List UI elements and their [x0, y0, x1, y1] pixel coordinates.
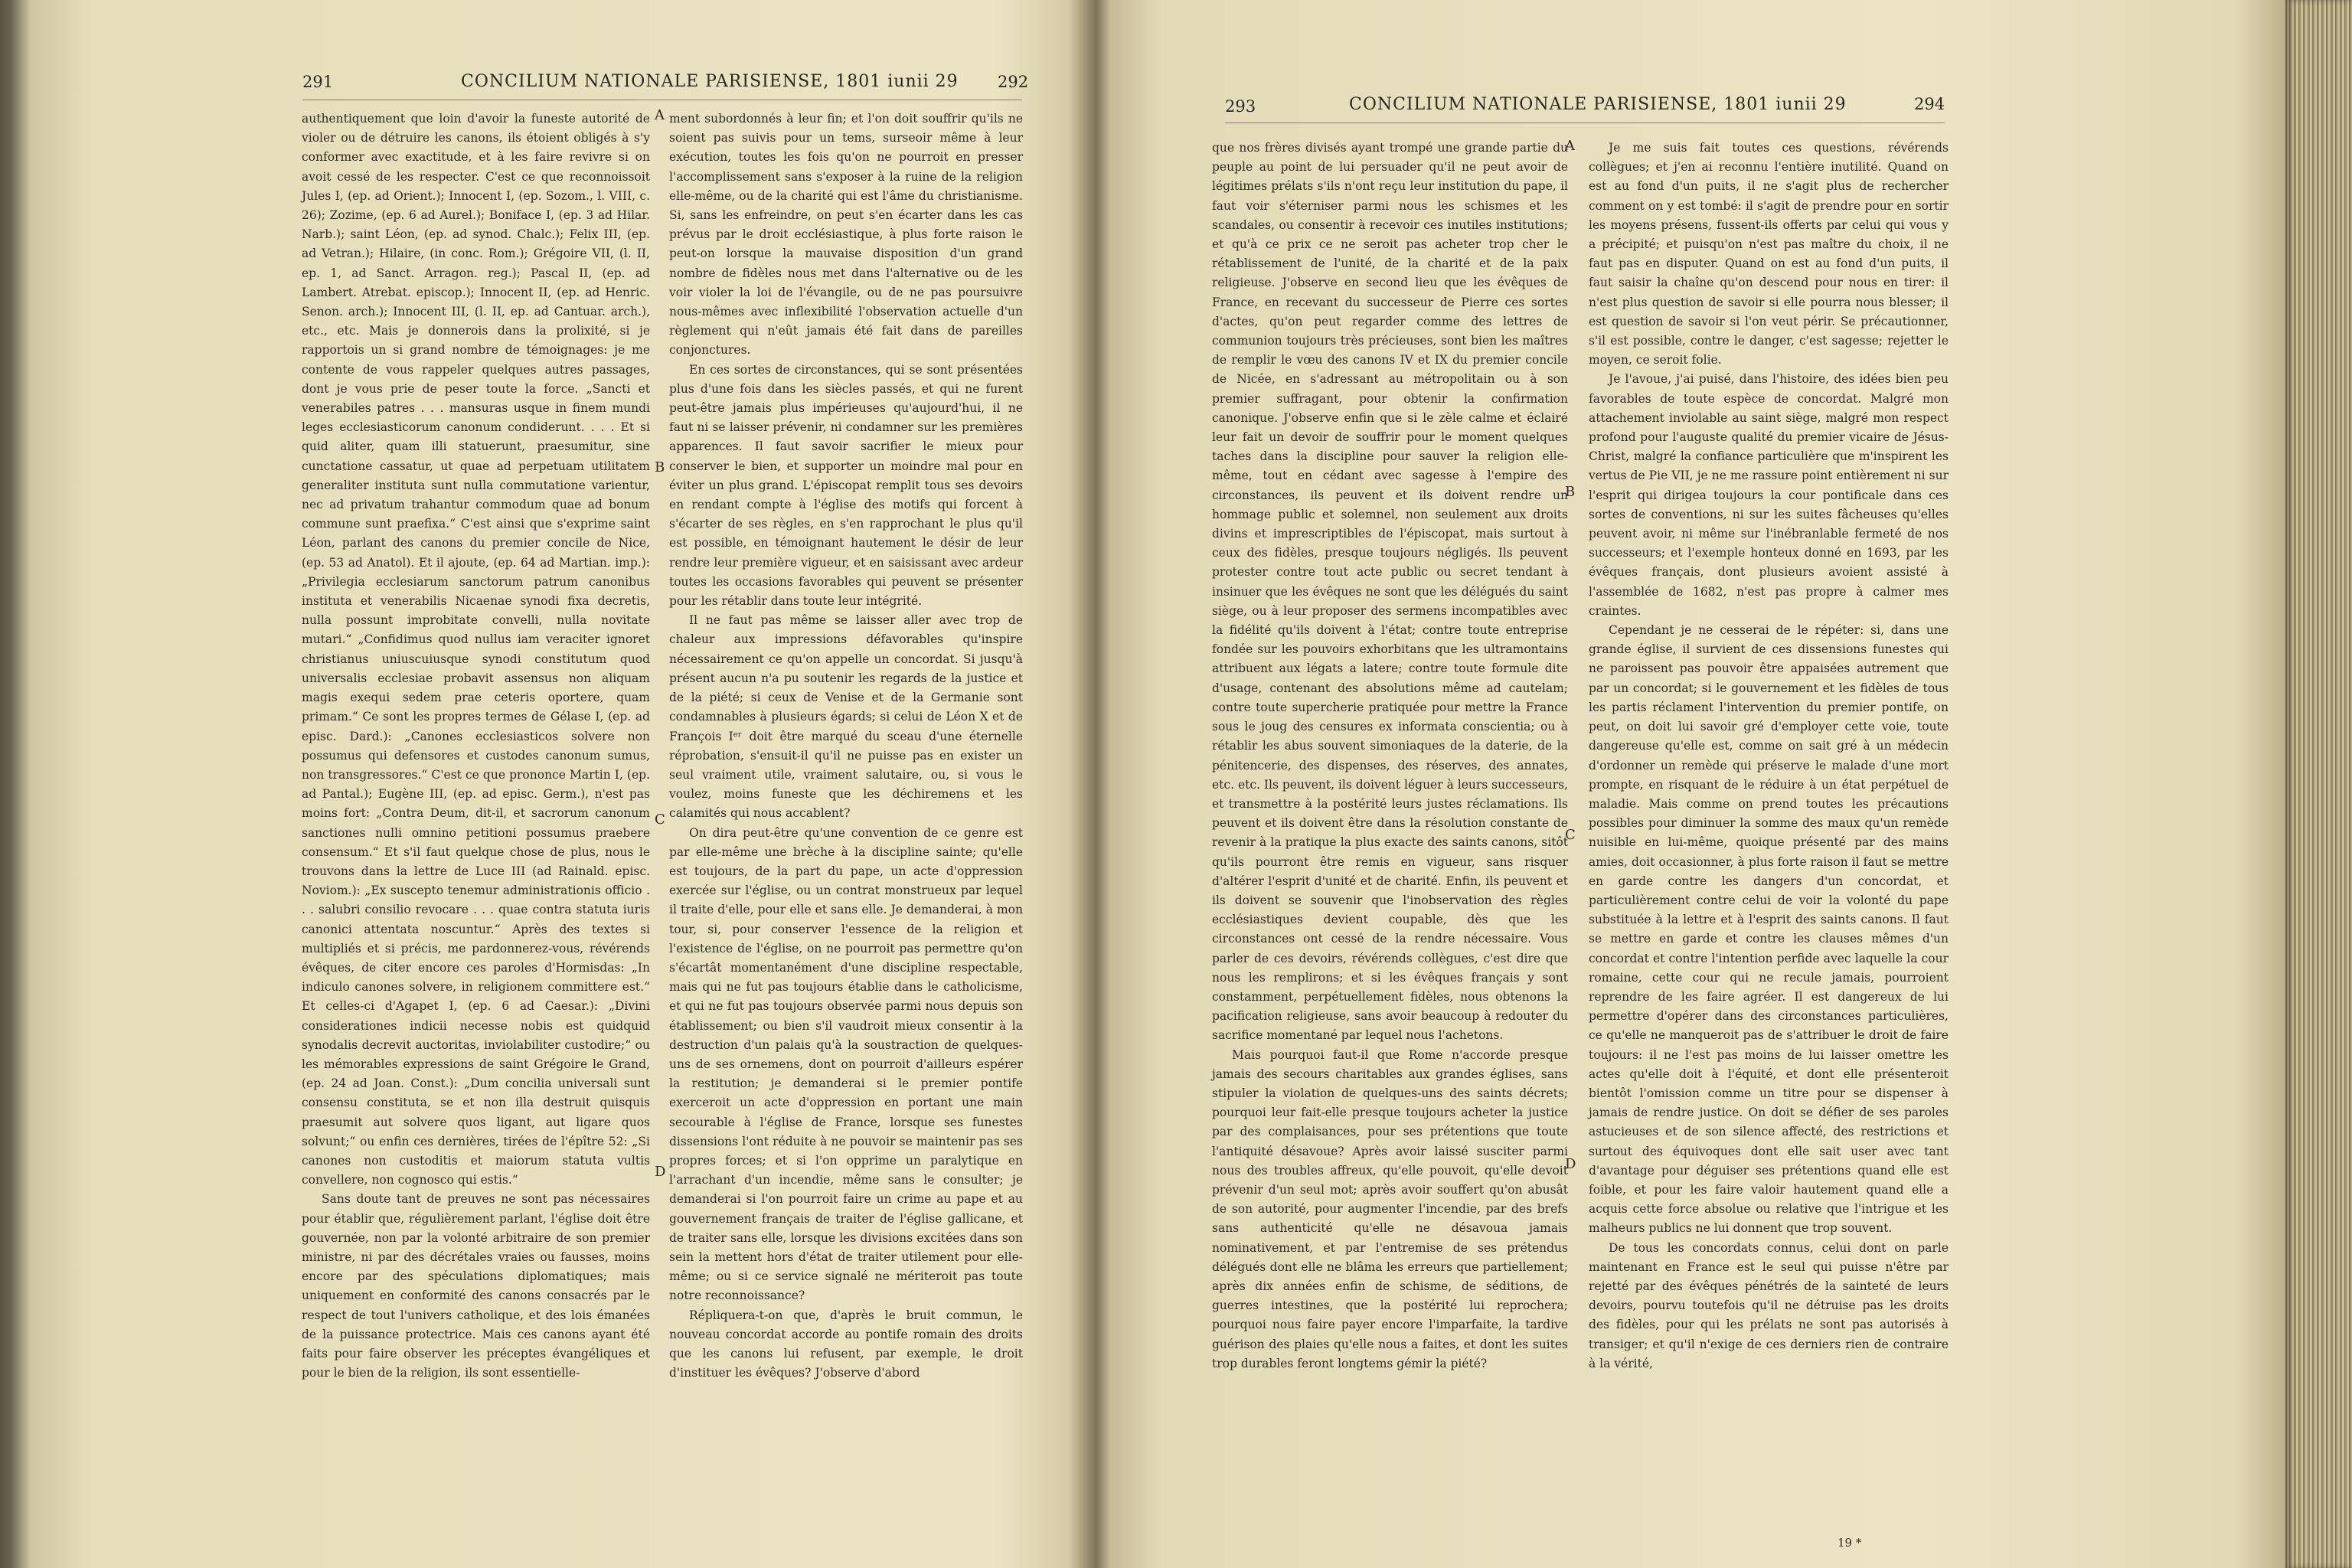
- right-running-head: CONCILIUM NATIONALE PARISIENSE, 1801 iunii 29: [1349, 95, 1847, 114]
- paragraph: Sans doute tant de preuves ne sont pas nécessaires pour établir que, régulièrement parlant, l'église doit être gouvernée, non par la volonté arbitraire de son premier ministre, ni par des décrétales vraies ou fausses, moins encore par des spéculations diplomatiques; mais uniquement en conformité des canons consacrés par le respect de tout l'univers catholique, et des lois émanées de la puissance protectrice. Mais ces canons ayant été faits pour faire observer les préceptes évangéliques et pour le bien de la religion, ils sont essentielle-: [302, 1192, 650, 1380]
- right-page-number-right: 294: [1914, 95, 1945, 113]
- left-column-2: [669, 109, 1023, 1383]
- margin-letter-b: B: [1565, 484, 1576, 500]
- paragraph: Cependant je ne cesserai de le répéter: si, dans une grande église, il survient de ces dissensions funestes qui ne paroissent pas pouvoir être appaisées autrement que par un concordat; si le gouvernement et les fidèles de tous les partis réclament l'intervention du premier pontife, on peut, on doit lui savoir gré d'employer cette voie, toute dangereuse qu'elle est, comme on sait gré à un médecin d'ordonner un remède qui préserve le malade d'une mort prompte, en risquant de le réduire à un état perpétuel de maladie. Mais comme on prend toutes les précautions possibles pour diminuer la somme des maux qu'un remède nuisible en lui-même, quoique présenté par des mains amies, doit occasionner, à plus forte raison il faut se mettre en garde contre les dangers d'un concordat, et particulièrement contre celui de voir la volonté du pape substituée à la lettre et à l'esprit des saints canons. Il faut se mettre en garde et contre les clauses mêmes d'un concordat et contre l'intention perfide avec laquelle la cour romaine, cette cour qui ne recule jamais, pourroient reprendre de les faire agréer. Il est dangereux de lui permettre d'opérer dans des circonstances particulières, ce qu'elle ne manqueroit pas de s'attribuer le droit de faire toujours: il ne l'est pas moins de lui laisser omettre les actes qu'elle doit à l'équité, et dont elle présenteroit bientôt l'omission comme un titre pour se dispenser à jamais de rendre justice. On doit se défier de ses paroles astucieuses et de son silence affecté, des restrictions et surtout des équivoques dont elle sait user avec tant d'avantage pour déguiser ses prétentions quand elle est foible, et pour les faire valoir hautement quand elle a acquis cette force absolue ou relative que l'intrigue et les malheurs publics ne lui donnent que trop souvent.: [1589, 623, 1949, 1236]
- left-running-head: CONCILIUM NATIONALE PARISIENSE, 1801 iunii 29: [461, 72, 959, 91]
- paragraph: que nos frères divisés ayant trompé une grande partie du peuple au point de lui persuader qu'il ne peut avoir de légitimes prélats s'ils n'ont reçu leur institution du pape, il faut voir s'éterniser parmi nous les schismes et les scandales, ou consentir à recevoir ces inutiles institutions; et qu'à ce prix ce ne seroit pas acheter trop cher le rétablissement de l'unité, de la charité et de la paix religieuse. J'observe en second lieu que les évêques de France, en recevant du successeur de Pierre ces sortes d'actes, qu'on peut regarder comme des lettres de communion toujours très précieuses, sont bien les maîtres de remplir le vœu des canons IV et IX du premier concile de Nicée, en s'adressant au métropolitain ou à son premier suffragant, pour obtenir la confirmation canonique. J'observe enfin que si le zèle calme et éclairé leur fait un devoir de souffrir pour le moment quelques taches dans la discipline pour sauver la religion elle-même, tout en cédant avec sagesse à l'empire des circonstances, ils peuvent et ils doivent rendre un hommage public et solemnel, non seulement aux droits divins et imprescriptibles de l'épiscopat, mais surtout à ceux des fidèles, presque toujours négligés. Ils peuvent protester contre tout acte public ou secret tendant à insinuer que les évêques ne sont que les délégués du saint siège, ou à leur proposer des sermens incompatibles avec la fidélité qu'ils doivent à l'état; contre toute entreprise fondée sur les pouvoirs exhorbitans que les ultramontains attribuent aux légats a latere; contre toute formule dite d'usage, contenant des absolutions même ad cautelam; contre toute supercherie pratiquée pour mettre la France sous le joug des censures ex informata conscientia; ou à rétablir les abus souvent simoniaques de la daterie, de la pénitencerie, des dispenses, des réserves, des annates, etc. etc. Ils peuvent, ils doivent léguer à leurs successeurs, et transmettre à la postérité leurs justes réclamations. Ils peuvent et ils doivent être dans la résolution constante de revenir à la pratique la plus exacte des saints canons, sitôt qu'ils pourront être remis en vigueur, sans risquer d'altérer l'esprit d'unité et de charité. Enfin, ils peuvent et ils doivent se souvenir que l'inobservation des règles ecclésiastiques devient coupable, dès que les circonstances ont cessé de la rendre nécessaire. Vous parler de ces devoirs, révérends collègues, c'est dire que nous les remplirons; et si les évêques français y sont constamment, perpétuellement fidèles, nous obtenons la pacification religieuse, sans avoir beaucoup à redouter du sacrifice momentané par lequel nous l'achetons.: [1212, 141, 1568, 1043]
- right-page: [1102, 0, 2320, 1568]
- margin-letter-d: D: [655, 1164, 666, 1180]
- signature-mark: 19 *: [1838, 1536, 1862, 1550]
- paragraph: Je l'avoue, j'ai puisé, dans l'histoire, des idées bien peu favorables de toute espèce de concordat. Malgré mon attachement inviolable au saint siège, malgré mon respect profond pour l'auguste qualité du premier vicaire de Jésus-Christ, malgré la confiance particulière que m'inspirent les vertus de Pie VII, je ne me rassure point entièrement ni sur l'esprit qui dirigea toujours la cour pontificale dans ces sortes de conventions, ni sur les suites fâcheuses qu'elles peuvent avoir, ni même sur l'inébranlable fermeté de nos successeurs; et l'exemple honteux donné en 1693, par les évêques français, dont plusieurs avoient assisté à l'assemblée de 1682, n'est pas propre à calmer mes craintes.: [1589, 372, 1949, 618]
- margin-letter-b: B: [655, 459, 665, 475]
- paragraph: En ces sortes de circonstances, qui se sont présentées plus d'une fois dans les siècles passés, et qui ne furent peut-être jamais plus impérieuses qu'aujourd'hui, il ne faut ni se laisser prévenir, ni condamner sur les premières apparences. Il faut savoir sacrifier le mieux pour conserver le bien, et supporter un moindre mal pour en éviter un plus grand. L'épiscopat remplit tous ses devoirs en rendant compte à l'église des motifs qui forcent à s'écarter de ses règles, en s'en rapprochant le plus qu'il est possible, en témoignant hautement le désir de leur rendre leur première vigueur, et en saisissant avec ardeur toutes les occasions favorables qui peuvent se présenter pour les rétablir dans toute leur intégrité.: [669, 362, 1023, 609]
- paragraph: Mais pourquoi faut-il que Rome n'accorde presque jamais des secours charitables aux grandes églises, sans stipuler la violation de quelques-uns des saints décrets; pourquoi leur fait-elle presque toujours acheter la justice par des complaisances, pour ses prétentions que toute l'antiquité désavoue? Après avoir laissé susciter parmi nous des troubles affreux, qu'elle pouvoit, qu'elle devoit prévenir d'un seul mot; après avoir souffert qu'on abusât de son autorité, pour augmenter l'incendie, par des brefs sans authenticité qu'elle ne désavoua jamais nominativement, et par l'entremise de ses prétendus délégués dont elle ne blâma les erreurs que partiellement; après dix années enfin de schisme, de séditions, de guerres intestines, que la postérité lui reprochera; pourquoi nous faire payer encore l'imparfaite, la tardive guérison des plaies qu'elle nous a faites, et dont les suites trop durables feront longtems gémir la piété?: [1212, 1047, 1568, 1370]
- right-column-1: [1212, 139, 1568, 1374]
- left-page-number-right: 292: [998, 73, 1029, 91]
- paragraph: Répliquera-t-on que, d'après le bruit commun, le nouveau concordat accorde au pontife romain des droits que les canons lui refusent, par exemple, le droit d'instituer les évêques? J'observe d'abord: [669, 1308, 1023, 1380]
- margin-letter-a: A: [1565, 138, 1575, 154]
- right-page-number-left: 293: [1225, 97, 1256, 116]
- margin-letter-c: C: [1565, 827, 1576, 843]
- right-column-2: [1589, 139, 1949, 1374]
- book-page-edges: [2285, 0, 2352, 1568]
- paragraph: authentiquement que loin d'avoir la funeste autorité de violer ou de détruire les canons, ils étoient obligés à s'y conformer avec exactitude, et à les faire revivre si on avoit cessé de les respecter. C'est ce que reconnoissoit Jules I, (ep. ad Orient.); Innocent I, (ep. Sozom., l. VIII, c. 26); Zozime, (ep. 6 ad Aurel.); Boniface I, (ep. 3 ad Hilar. Narb.); saint Léon, (ep. ad synod. Chalc.); Felix III, (ep. ad Vetran.); Hilaire, (in conc. Rom.); Grégoire VII, (l. II, ep. 1, ad Sanct. Arragon. reg.); Pascal II, (ep. ad Lambert. Atrebat. episcop.); Innocent II, (ep. ad Henric. Senon. arch.); Innocent III, (l. II, ep. ad Cantuar. arch.), etc., etc. Mais je donnerois dans la prolixité, si je rapportois un si grand nombre de témoignages: je me contente de vous rappeler quelques autres passages, dont je vous prie de peser toute la force. „Sancti et venerabiles patres . . . mansuras usque in finem mundi leges ecclesiasticorum canonum condiderunt. . . . Et si quid aliter, quam illi statuerunt, praesumitur, sine cunctatione cassatur, ut quae ad perpetuam utilitatem generaliter instituta sunt nulla commutatione varientur, nec ad privatum trahantur commodum quae ad bonum commune sunt praefixa.“ C'est ainsi que s'exprime saint Léon, parlant des canons du premier concile de Nice, (ep. 53 ad Anatol). Et il ajoute, (ep. 64 ad Martian. imp.): „Privilegia ecclesiarum sanctorum patrum canonibus instituta et venerabilis Nicaenae synodi fixa decretis, nulla possunt improbitate convelli, nulla novitate mutari.“ „Confidimus quod nullus iam veraciter ignoret christianus uniuscuiusque synodi constitutum quod universalis ecclesiae probavit assensus non aliquam magis exequi sedem prae ceteris oportere, quam primam.“ Ce sont les propres termes de Gélase I, (ep. ad episc. Dard.): „Canones ecclesiasticos solvere non possumus qui defensores et custodes canonum sumus, non transgressores.“ C'est ce que prononce Martin I, (ep. ad Pantal.); Eugène III, (ep. ad episc. Germ.), n'est pas moins fort: „Contra Deum, dit-il, et sacrorum canonum sanctiones nulli omnino petitioni possumus praebere consensum.“ Et s'il faut quelque chose de plus, nous le trouvons dans la lettre de Luce III (ad Rainald. episc. Noviom.): „Ex suscepto tenemur administrationis officio . . . salubri consilio revocare . . . quae contra statuta iuris canonici attentata noscuntur.“ Après des textes si multipliés et si précis, me pardonnerez-vous, révérends évêques, de citer encore ces paroles d'Hormisdas: „In indiculo canones solvere, in religionem committere est.“ Et celles-ci d'Agapet I, (ep. 6 ad Caesar.): „Divini considerationes indicii necesse nobis est quidquid synodalis decrevit auctoritas, inviolabiliter custodire;“ ou les mémorables expressions de saint Grégoire le Grand, (ep. 24 ad Joan. Const.): „Dum concilia universali sunt consensu constituta, se et non illa destruit quisquis praesumit aut solvere quos ligant, aut ligare quos solvunt;“ ou enfin ces dernières, tirées de l'épître 52: „Si canones non custoditis et maiorum statuta vultis convellere, non cognosco qui estis.“: [302, 112, 650, 1187]
- left-page-number-left: 291: [302, 73, 334, 91]
- paragraph: Il ne faut pas même se laisser aller avec trop de chaleur aux impressions défavorables qu'inspire nécessairement ce qu'on appelle un concordat. Si jusqu'à présent aucun n'a pu soutenir les regards de la justice et de la piété; si ceux de Venise et de la Germanie sont condamnables à plusieurs égards; si celui de Léon X et de François Iᵉʳ doit être marqué du sceau d'une éternelle réprobation, s'ensuit-il qu'il ne puisse pas en exister un seul vraiment utile, vraiment salutaire, ou, si vous le voulez, moins funeste que les déchiremens et les calamités qui nous accablent?: [669, 613, 1023, 821]
- margin-letter-d: D: [1565, 1156, 1576, 1172]
- left-column-1: [302, 109, 650, 1383]
- paragraph: ment subordonnés à leur fin; et l'on doit souffrir qu'ils ne soient pas suivis pour un tems, surseoir même à leur exécution, toutes les fois qu'on ne pourroit en presser l'accomplissement sans s'exposer à la ruine de la religion elle-même, ou de la charité qui est l'âme du christianisme. Si, sans les enfreindre, on peut s'en écarter dans les cas prévus par le droit ecclésiastique, à plus forte raison le peut-on lorsque la mauvaise disposition d'un grand nombre de fidèles nous met dans l'alternative ou de les voir violer la loi de l'évangile, ou de ne pas poursuivre nous-mêmes avec inflexibilité l'observation actuelle d'un règlement qui n'eût jamais été fait dans de pareilles conjonctures.: [669, 112, 1023, 358]
- right-header-rule: [1225, 122, 1945, 123]
- left-page: [0, 0, 1087, 1568]
- margin-letter-a: A: [655, 107, 665, 123]
- paragraph: De tous les concordats connus, celui dont on parle maintenant en France est le seul qui puisse n'être par rejetté par des évêques pénétrés de la sainteté de leurs devoirs, pourvu toutefois qu'il ne détruise pas les droits des fidèles, pour qui les prélats ne sont pas autorisés à transiger; et qu'il n'exige de ces derniers rien de contraire à la vérité,: [1589, 1240, 1949, 1370]
- margin-letter-c: C: [655, 812, 665, 828]
- paragraph: On dira peut-être qu'une convention de ce genre est par elle-même une brèche à la discipline sainte; qu'elle est toujours, de la part du pape, un acte d'oppression exercée sur l'église, ou un contrat monstrueux par lequel il traite d'elle, pour elle et sans elle. Je demanderai, à mon tour, si, pour conserver l'essence de la religion et l'existence de l'église, on ne pourroit pas permettre qu'on s'écartât momentanément d'une discipline respectable, mais qui ne fut pas toujours établie dans le catholicisme, et qui ne fut pas toujours observée parmi nous depuis son établissement; ou bien s'il vaudroit mieux consentir à la destruction d'un palais qu'à la soustraction de quelques-uns de ses ornemens, dont on pourroit d'ailleurs espérer la restitution; je demanderai si le premier pontife exerceroit un acte d'oppression en portant une main secourable à l'église de France, lorsque ses funestes dissensions l'ont réduite à ne pouvoir se maintenir pas ses propres forces; et si l'on opprime un paralytique en l'arrachant d'un incendie, même sans le consulter; je demanderai si l'on pourroit faire un crime au pape et au gouvernement français de traiter de l'église gallicane, et de traiter sans elle, lorsque les divisions excitées dans son sein la mettent hors d'état de traiter utilement pour elle-même; ou si ce service signalé ne mériteroit pas toute notre reconnoissance?: [669, 825, 1023, 1303]
- paragraph: Je me suis fait toutes ces questions, révérends collègues; et j'en ai reconnu l'entière inutilité. Quand on est au fond d'un puits, il ne s'agit plus de rechercher comment on y est tombé: il s'agit de prendre pour en sortir les moyens présens, fussent-ils offerts par celui qui vous y a précipité; et puisqu'on n'est pas maître du choix, il ne faut pas en disputer. Quand on est au fond d'un puits, il faut saisir la chaîne qu'on descend pour nous en tirer: il n'est plus question de savoir si elle pourra nous blesser; il est question de savoir si l'on veut périr. Se précautionner, s'il est possible, contre le danger, c'est sagesse; rejetter le moyen, ce seroit folie.: [1589, 141, 1949, 368]
